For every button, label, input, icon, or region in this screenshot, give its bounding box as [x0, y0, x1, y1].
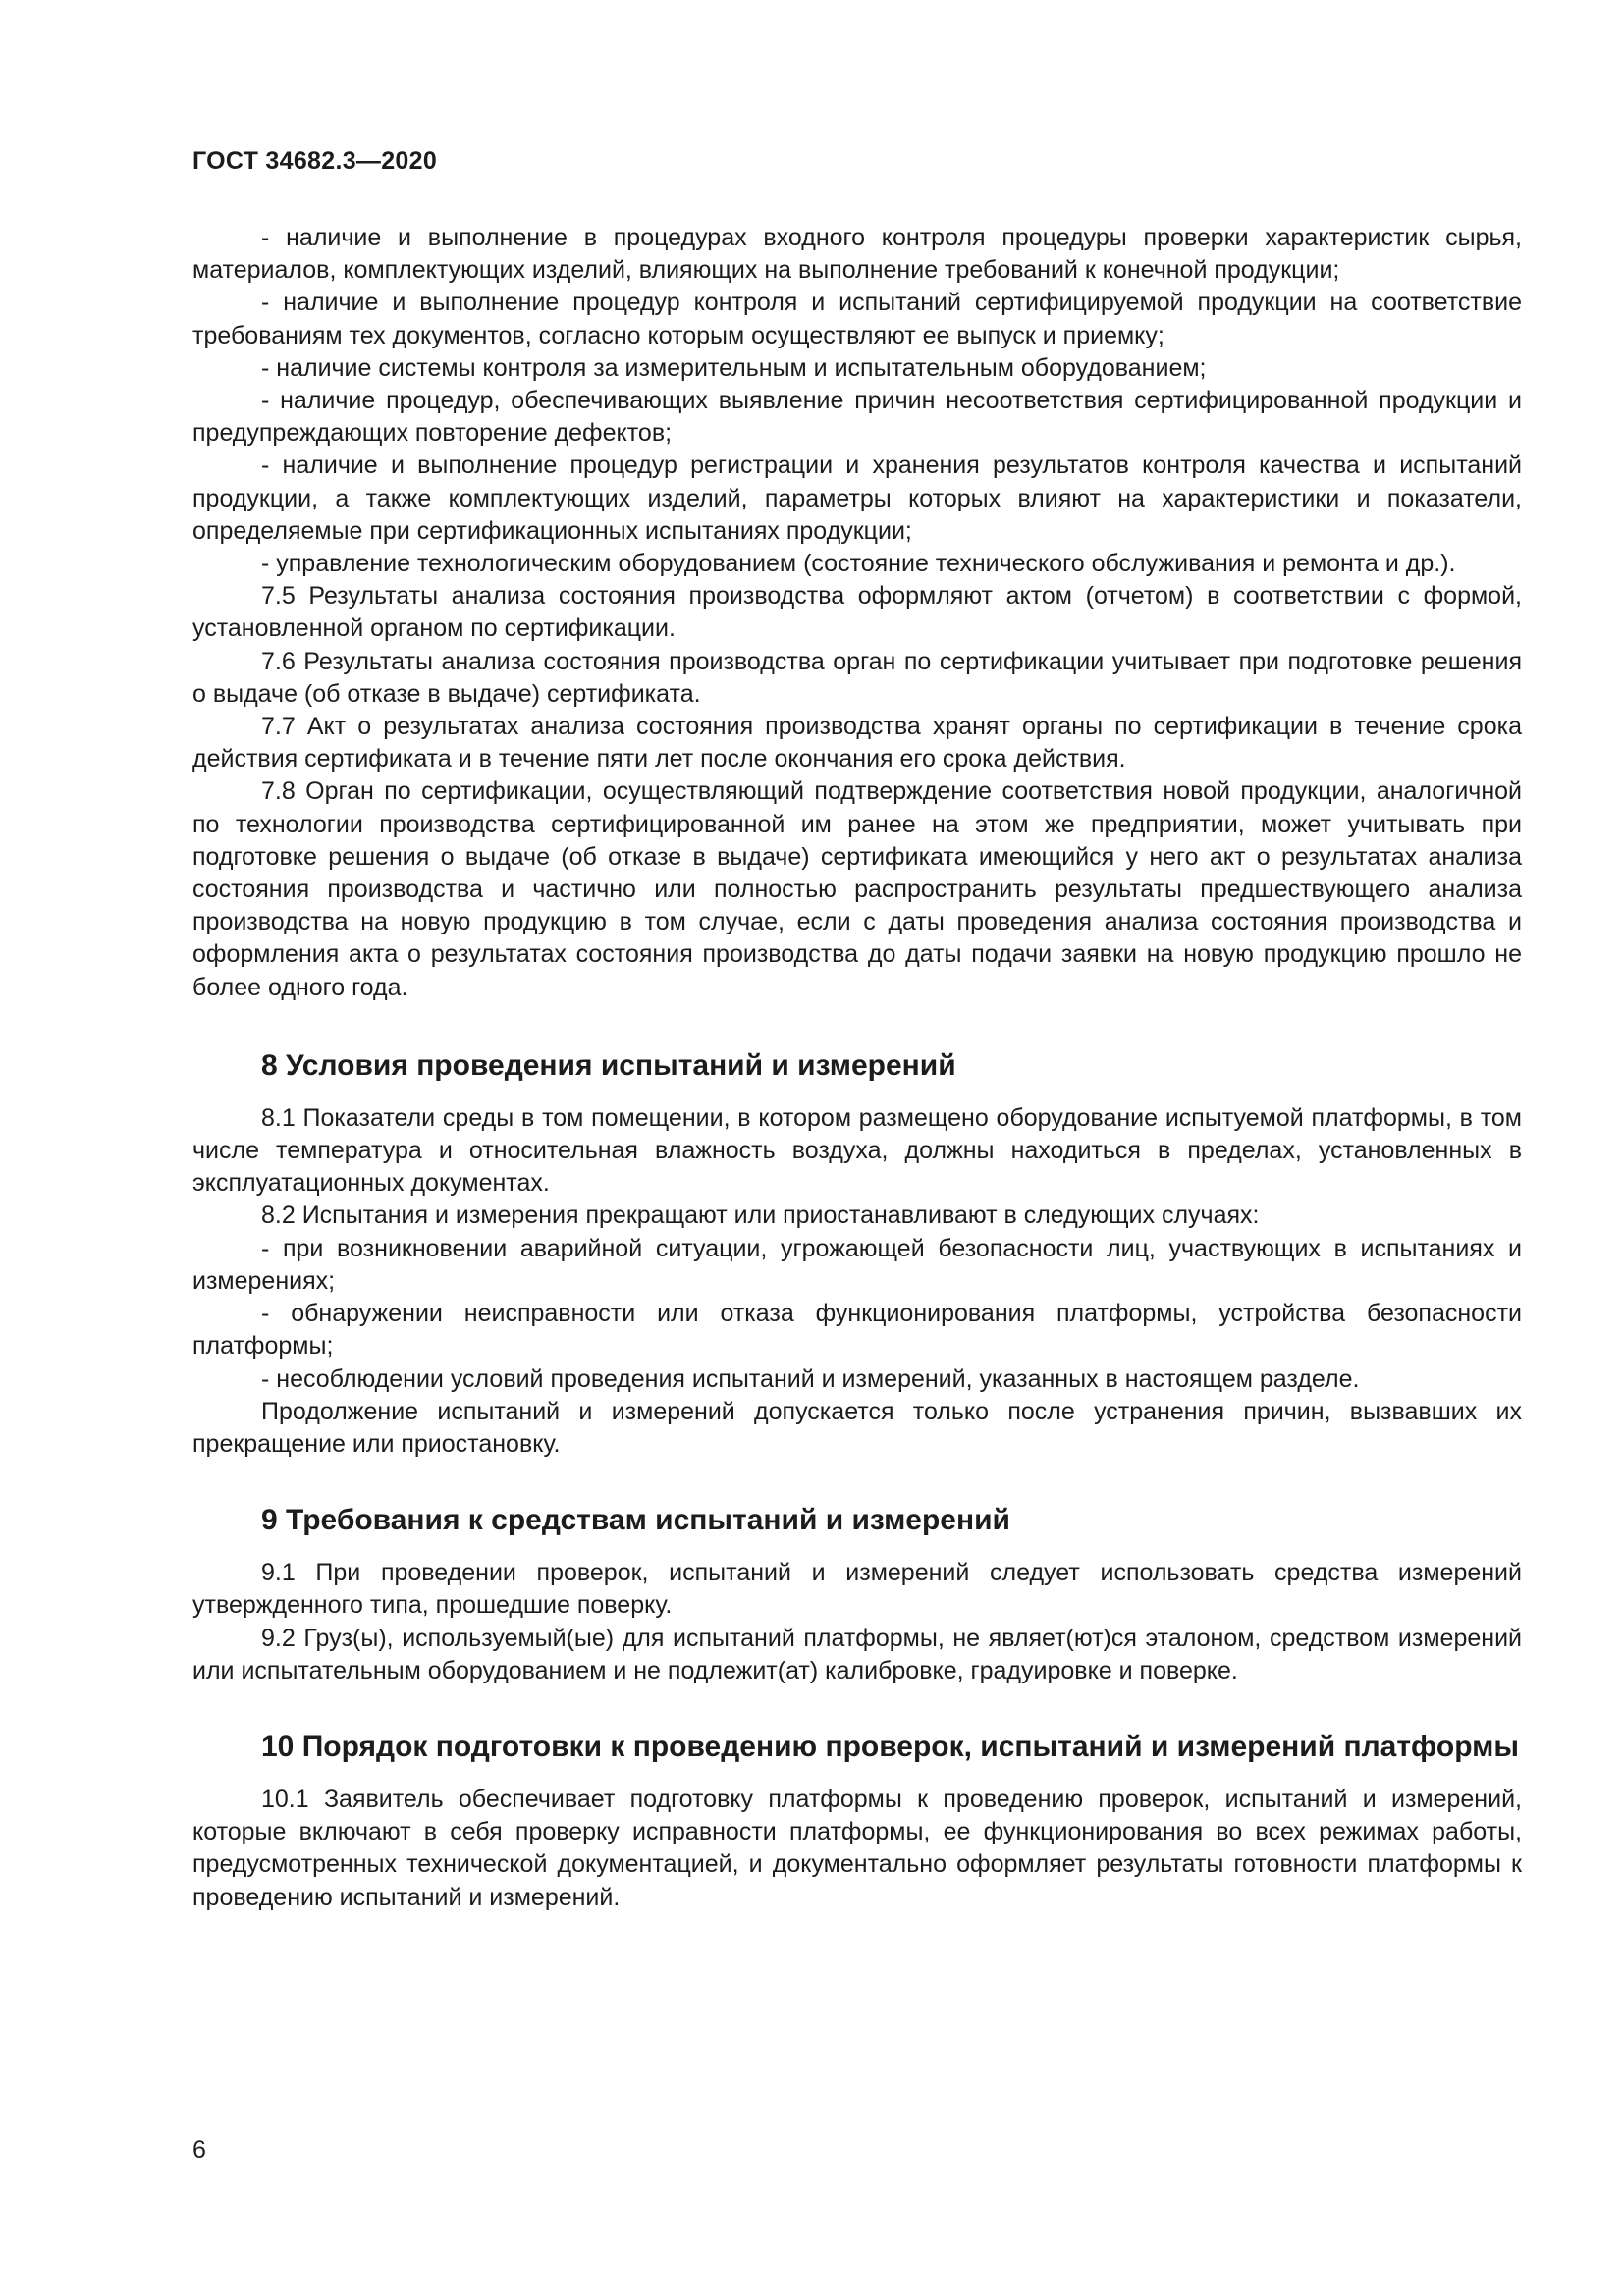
document-header: ГОСТ 34682.3—2020 — [192, 147, 438, 175]
list-item: - несоблюдении условий проведения испытаний и измерений, указанных в настоящем разделе. — [261, 1364, 1360, 1393]
paragraph: 7.5 Результаты анализа состояния производства оформляют актом (отчетом) в соответствии с формой, установленной органом по сертификации. — [192, 582, 1522, 643]
page-number: 6 — [192, 2136, 206, 2163]
paragraph: 7.7 Акт о результатах анализа состояния производства хранят органы по сертификации в течение срока действия сертификата и в течение пяти лет после окончания его срока действия. — [192, 713, 1522, 774]
paragraph: 9.1 При проведении проверок, испытаний и измерений следует использовать средства измерений утвержденного типа, прошедшие поверку. — [192, 1559, 1522, 1620]
paragraph: 10.1 Заявитель обеспечивает подготовку платформы к проведению проверок, испытаний и измерений, которые включают в себя проверку исправности платформы, ее функционирования во всех режимах работы, предусмотренных технической документацией, и документально оформляет результаты готовности платформы к проведению испытаний и измерений. — [192, 1785, 1522, 1911]
paragraph: - наличие системы контроля за измерительным и испытательным оборудованием; — [261, 353, 1207, 382]
paragraph: 7.8 Орган по сертификации, осуществляющий подтверждение соответствия новой продукции, аналогичной по технологии производства сертифицированной им ранее на этом же предприятии, может учитывать при подготовке решения о выдаче (об отказе в выдаче) сертификата имеющийся у него акт о результатах анализа состояния производства и частично или полностью распространить результаты предшествующего анализа производства на новую продукцию в том случае, если с даты проведения анализа состояния производства и оформления акта о результатах состояния производства до даты подачи заявки на новую продукцию прошло не более одного года. — [192, 777, 1522, 1001]
paragraph: - управление технологическим оборудованием (состояние технического обслуживания и ремонта и др.). — [261, 550, 1456, 578]
paragraph: - наличие и выполнение в процедурах входного контроля процедуры проверки характеристик сырья, материалов, комплектующих изделий, влияющих на выполнение требований к конечной продукции; — [192, 224, 1522, 285]
list-item: - обнаружении неисправности или отказа функционирования платформы, устройства безопасности платформы; — [192, 1300, 1522, 1361]
paragraph: 8.2 Испытания и измерения прекращают или приостанавливают в следующих случаях: — [261, 1201, 1260, 1230]
paragraph: - наличие и выполнение процедур контроля и испытаний сертифицируемой продукции на соответствие требованиям тех документов, согласно которым осуществляют ее выпуск и приемку; — [192, 289, 1522, 349]
section-heading-9: 9 Требования к средствам испытаний и измерений — [261, 1504, 1010, 1537]
section-heading-8: 8 Условия проведения испытаний и измерений — [261, 1048, 956, 1082]
section-heading-10: 10 Порядок подготовки к проведению проверок, испытаний и измерений платформы — [261, 1730, 1519, 1763]
document-body — [192, 222, 1522, 1914]
list-item: - при возникновении аварийной ситуации, угрожающей безопасности лиц, участвующих в испытаниях и измерениях; — [192, 1234, 1522, 1295]
paragraph: 9.2 Груз(ы), используемый(ые) для испытаний платформы, не являет(ют)ся эталоном, средством измерений или испытательным оборудованием и не подлежит(ат) калибровке, градуировке и поверке. — [192, 1624, 1522, 1684]
paragraph: 8.1 Показатели среды в том помещении, в котором размещено оборудование испытуемой платформы, в том числе температура и относительная влажность воздуха, должны находиться в пределах, установленных в эксплуатационных документах. — [192, 1103, 1522, 1198]
paragraph: Продолжение испытаний и измерений допускается только после устранения причин, вызвавших их прекращение или приостановку. — [192, 1397, 1522, 1458]
paragraph: - наличие процедур, обеспечивающих выявление причин несоответствия сертифицированной продукции и предупреждающих повторение дефектов; — [192, 387, 1522, 448]
paragraph: 7.6 Результаты анализа состояния производства орган по сертификации учитывает при подготовке решения о выдаче (об отказе в выдаче) сертификата. — [192, 647, 1522, 708]
paragraph: - наличие и выполнение процедур регистрации и хранения результатов контроля качества и испытаний продукции, а также комплектующих изделий, параметры которых влияют на характеристики и показатели, определяемые при сертификационных испытаниях продукции; — [192, 452, 1522, 545]
